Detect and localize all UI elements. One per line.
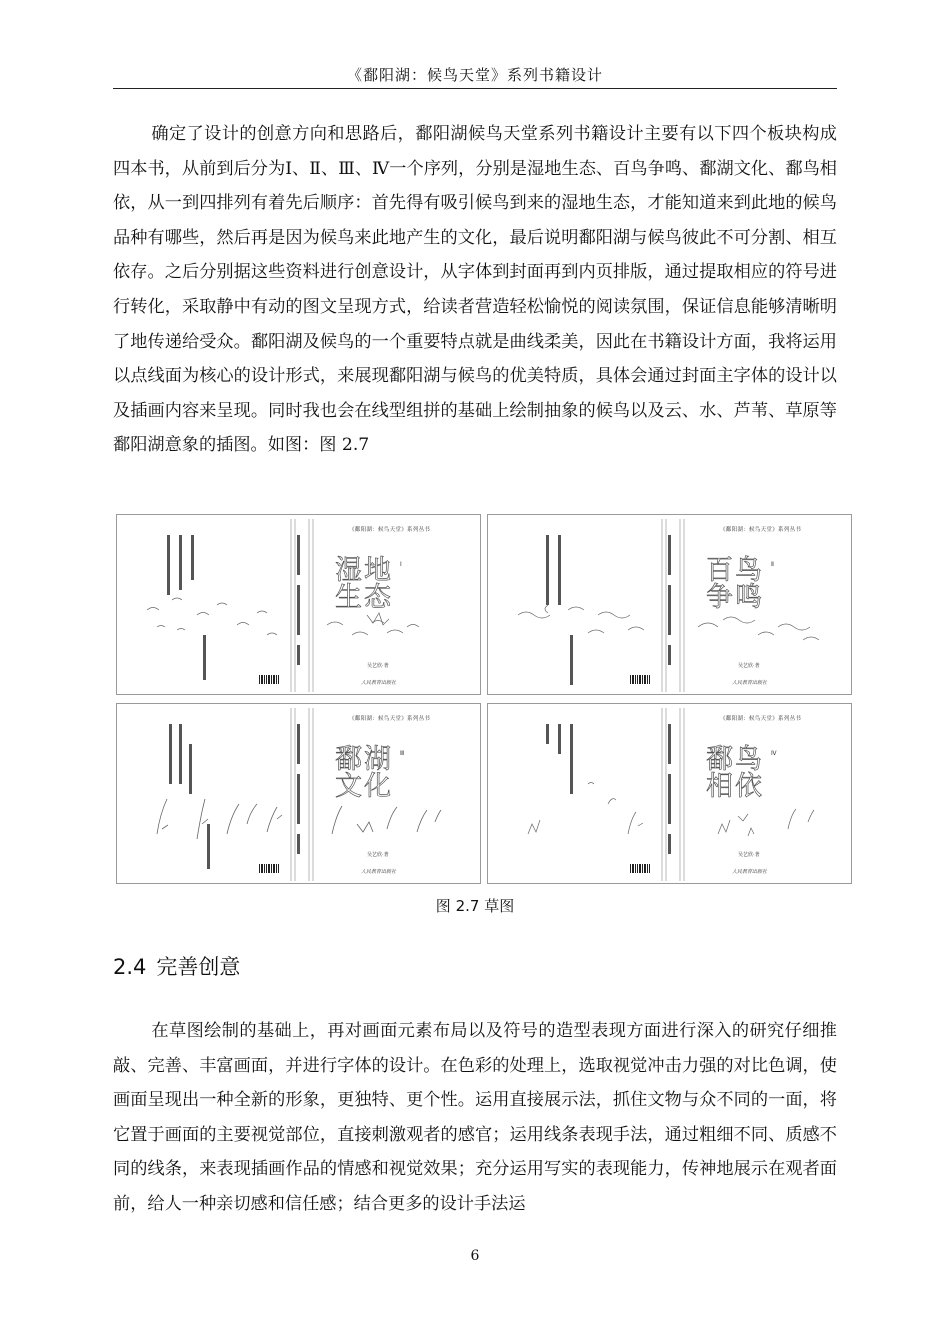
header-rule: [113, 88, 837, 89]
figure-2-7-sketches: [116, 514, 853, 886]
book-title: 湿地生态: [335, 555, 393, 613]
section-number: 2.4: [113, 955, 147, 979]
barcode: [630, 864, 650, 873]
series-title: 《鄱阳湖：候鸟天堂》系列丛书: [720, 527, 802, 533]
volume-numeral: Ⅱ: [771, 561, 774, 568]
section-heading: [113, 951, 240, 981]
figure-caption: 图 2.7 草图: [435, 897, 515, 915]
series-title: 《鄱阳湖：候鸟天堂》系列丛书: [349, 716, 431, 722]
publisher-logo: 人民教育出版社: [361, 869, 397, 875]
book-title: 鄱鸟相依: [706, 744, 764, 802]
series-title: 《鄱阳湖：候鸟天堂》系列丛书: [720, 716, 802, 722]
publisher-logo: 人民教育出版社: [732, 680, 768, 686]
author-line: 吴艺欣·著: [367, 852, 389, 858]
author-line: 吴艺欣·著: [738, 852, 760, 858]
body-paragraph-1: [113, 117, 837, 463]
paragraph-1-text: 确定了设计的创意方向和思路后，鄱阳湖候鸟天堂系列书籍设计主要有以下四个板块构成四本书，从前到后分为Ⅰ、Ⅱ、Ⅲ、Ⅳ一个序列，分别是湿地生态、百鸟争鸣、鄱湖文化、鄱鸟相依，从一到四排列有着先后顺序：首先得有吸引候鸟到来的湿地生态，才能知道来到此地的候鸟品种有哪些，然后再是因为候鸟来此地产生的文化，最后说明鄱阳湖与候鸟彼此不可分割、相互依存。之后分别据这些资料进行创意设计，从字体到封面再到内页排版，通过提取相应的符号进行转化，采取静中有动的图文呈现方式，给读者营造轻松愉悦的阅读氛围，保证信息能够清晰明了地传递给受众。鄱阳湖及候鸟的一个重要特点就是曲线柔美，因此在书籍设计方面，我将运用以点线面为核心的设计形式，来展现鄱阳湖与候鸟的优美特质，具体会通过封面主字体的设计以及插画内容来呈现。同时我也会在线型组拼的基础上绘制抽象的候鸟以及云、水、芦苇、草原等鄱阳湖意象的插图。如图：图 2.7: [113, 124, 837, 456]
publisher-logo: 人民教育出版社: [361, 680, 397, 686]
sketch-drawing: [488, 515, 853, 696]
body-paragraph-2: [113, 1014, 837, 1222]
publisher-logo: 人民教育出版社: [732, 869, 768, 875]
book-cover-sketch-3: [116, 703, 481, 884]
book-cover-sketch-1: [116, 514, 481, 695]
page-number: 6: [470, 1248, 480, 1264]
sketch-drawing: [117, 704, 482, 885]
book-title: 鄱湖文化: [335, 744, 393, 802]
series-title: 《鄱阳湖：候鸟天堂》系列丛书: [349, 527, 431, 533]
paragraph-2-text: 在草图绘制的基础上，再对画面元素布局以及符号的造型表现方面进行深入的研究仔细推敲、完善、丰富画面，并进行字体的设计。在色彩的处理上，选取视觉冲击力强的对比色调，使画面呈现出一种全新的形象，更独特、更个性。运用直接展示法，抓住文物与众不同的一面，将它置于画面的主要视觉部位，直接刺激观者的感官；运用线条表现手法，通过粗细不同、质感不同的线条，来表现插画作品的情感和视觉效果；充分运用写实的表现能力，传神地展示在观者面前，给人一种亲切感和信任感；结合更多的设计手法运: [113, 1021, 837, 1214]
barcode: [259, 675, 279, 684]
section-title: 完善创意: [156, 955, 241, 979]
running-header: 《鄱阳湖：候鸟天堂》系列书籍设计: [346, 66, 603, 84]
volume-numeral: Ⅳ: [771, 750, 777, 757]
barcode: [630, 675, 650, 684]
sketch-drawing: [117, 515, 482, 696]
author-line: 吴艺欣·著: [367, 663, 389, 669]
volume-numeral: Ⅲ: [400, 750, 405, 757]
author-line: 吴艺欣·著: [738, 663, 760, 669]
book-title: 百鸟争鸣: [706, 555, 764, 613]
volume-numeral: Ⅰ: [400, 561, 402, 568]
book-cover-sketch-2: [487, 514, 852, 695]
sketch-drawing: [488, 704, 853, 885]
book-cover-sketch-4: [487, 703, 852, 884]
barcode: [259, 864, 279, 873]
